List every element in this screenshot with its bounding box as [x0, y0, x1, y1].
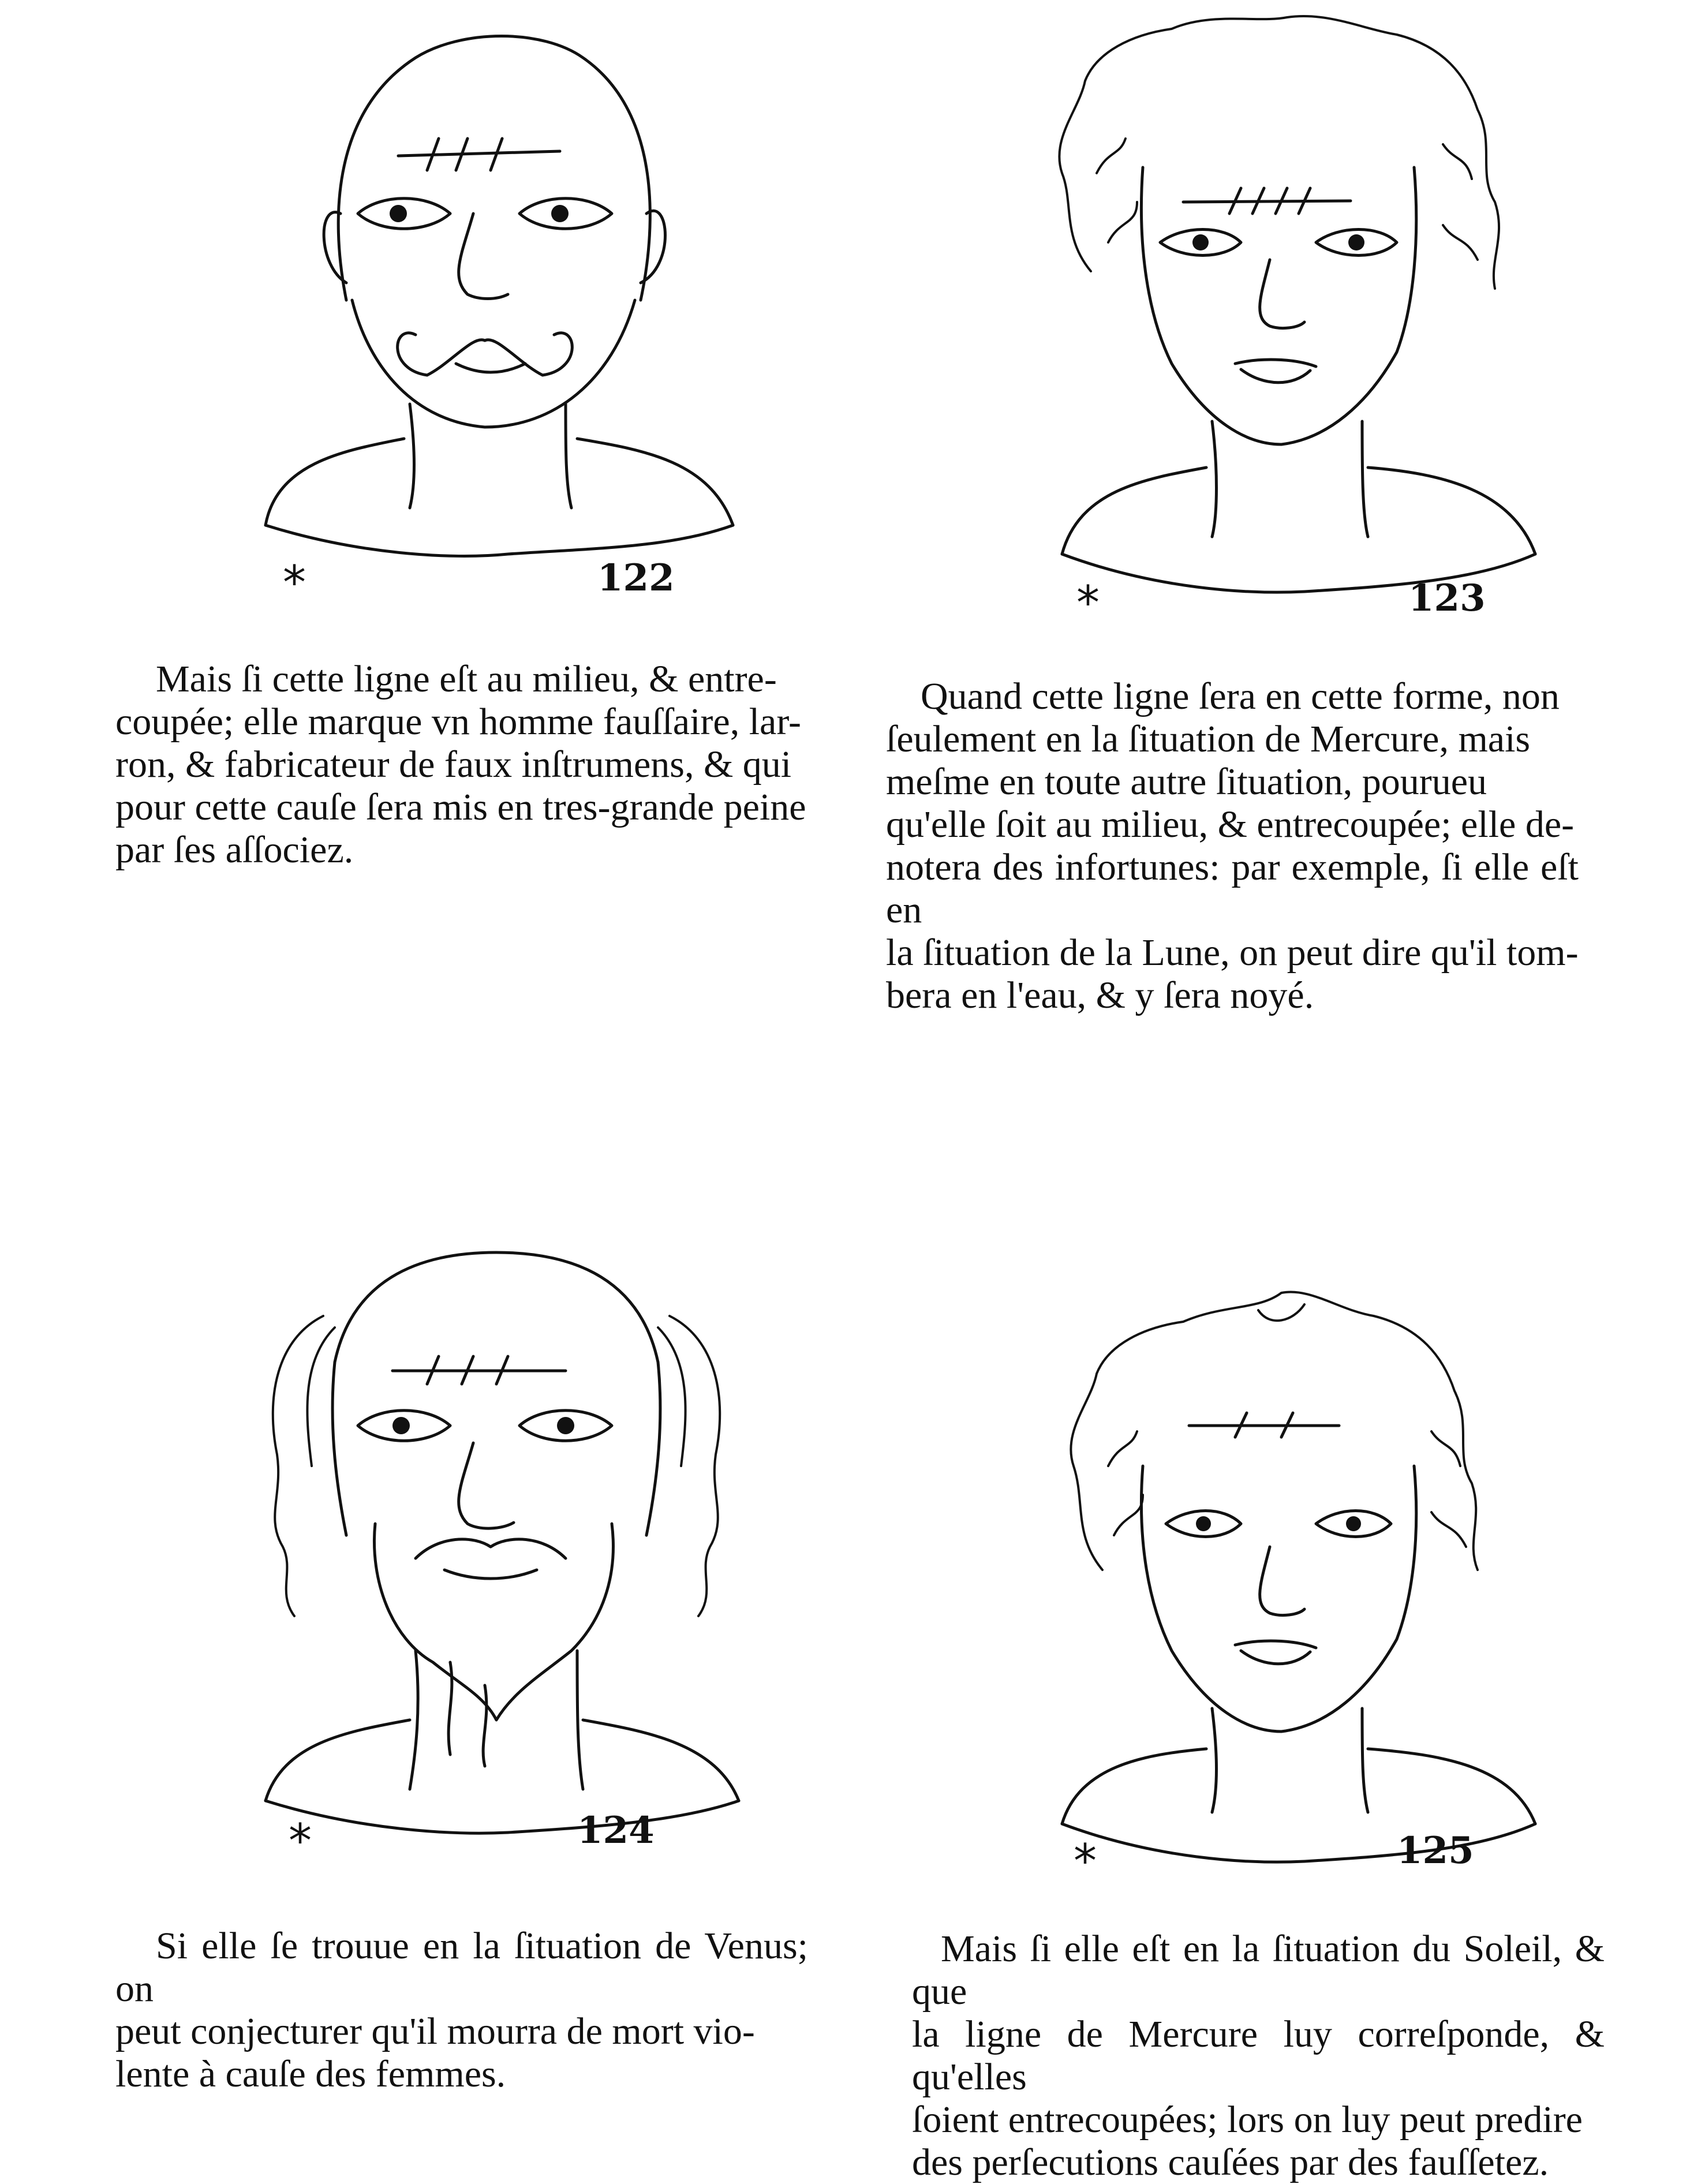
face-illustration — [1039, 1293, 1558, 1870]
face-illustration — [242, 23, 762, 600]
face-illustration — [242, 1247, 762, 1824]
plate-number-124: 124 — [577, 1809, 655, 1852]
star-mark-124: * — [289, 1814, 312, 1868]
figure-124-bearded-old-man — [242, 1247, 762, 1824]
star-mark-125: * — [1074, 1834, 1097, 1888]
star-mark-122: * — [283, 556, 306, 609]
caption-125: Mais ſi elle eſt en la ſituation du Soleil, & que la ligne de Mercure luy correſponde, & qu'elles ſoient entrecoupées; lors on luy peut predire des perſecutions cauſées par des fauſſetez. — [912, 1928, 1605, 2183]
plate-number-122: 122 — [597, 556, 675, 600]
plate-number-123: 123 — [1408, 577, 1486, 620]
face-illustration — [1039, 17, 1558, 594]
figure-125-curly-haired-youth — [1039, 1293, 1558, 1870]
caption-122: Mais ſi cette ligne eſt au milieu, & entre- coupée; elle marque vn homme fauſſaire, lar- ron, & fabricateur de faux inſtrumens, & qui pour cette cauſe ſera mis en tres-grande peine par ſes aſſociez. — [115, 658, 806, 871]
plate-number-125: 125 — [1397, 1829, 1474, 1872]
figure-122-bald-mustached-man — [242, 23, 762, 600]
caption-123: Quand cette ligne ſera en cette forme, non ſeulement en la ſituation de Mercure, mais meſme en toute autre ſituation, pourueu qu'elle ſoit au milieu, & entrecoupée; elle de- notera des infortunes: par exemple, ſi elle eſt en la ſituation de la Lune, on peut dire qu'il tom- bera en l'eau, & y ſera noyé. — [886, 675, 1579, 1016]
star-mark-123: * — [1076, 576, 1100, 630]
caption-124: Si elle ſe trouue en la ſituation de Venus; on peut conjecturer qu'il mourra de mort vio- lente à cauſe des femmes. — [115, 1925, 808, 2095]
figure-123-curly-haired-youth — [1039, 17, 1558, 594]
